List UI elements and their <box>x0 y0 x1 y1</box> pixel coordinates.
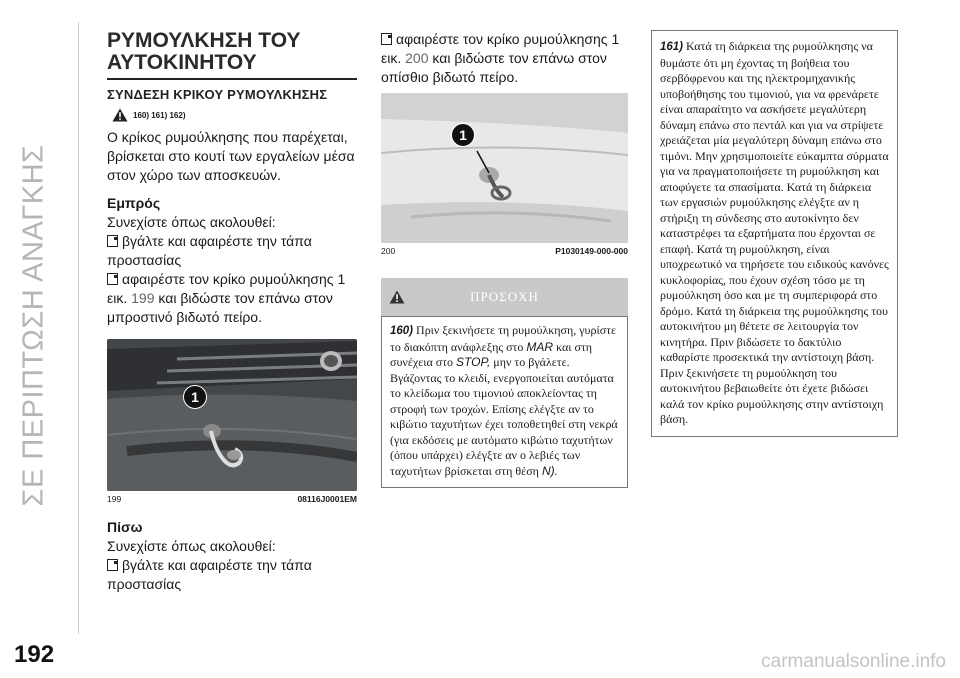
step-checkbox-icon <box>107 235 118 247</box>
rear-step-1: βγάλτε και αφαιρέστε την τάπα προστασίας <box>107 557 312 592</box>
step-checkbox-icon <box>107 559 118 571</box>
figure-ref: 200 <box>405 50 429 66</box>
warning-triangle-icon <box>112 108 128 122</box>
figure-ref: 199 <box>131 290 155 306</box>
warning-references <box>112 108 357 122</box>
figure-code: 08116J0001EM <box>297 494 357 504</box>
warning-note-160: 160) Πριν ξεκινήσετε τη ρυμούλκηση, γυρίστε το διακόπτη ανάφλεξης στο MAR και στη συνέχεια στο STOP, μην το βγάλετε. Βγάζοντας το κλειδί, ενεργοποιείται αυτόματα το κλείδωμα του τιμονιού αποκλείοντας τη στροφή των τροχών. Επίσης ελέγξτε αν το κιβώτιο ταχυτήτων έχει τοποθετηθεί στη νεκρά (για εκδόσεις με αυτόματο κιβώτιο ταχυτήτων (όπου υπάρχει) ελέγξτε αν ο λεβιές των ταχυτήτων βρίσκεται στη θέση N). <box>381 316 628 488</box>
figure-code: P1030149-000-000 <box>555 246 628 256</box>
figure-callout-1: 1 <box>451 123 475 147</box>
warning-title: ΠΡΟΣΟΧΗ <box>470 289 539 304</box>
column-3 <box>651 30 898 437</box>
intro-paragraph: Ο κρίκος ρυμούλκησης που παρέχεται, βρίσκεται στο κουτί των εργαλείων μέσα στον χώρο των αποσκευών. <box>107 129 355 183</box>
rear-lead: Συνεχίστε όπως ακολουθεί: <box>107 538 276 554</box>
rear-bumper-illustration <box>381 93 628 243</box>
refs-text: 160) 161) 162) <box>133 110 186 120</box>
column-2 <box>381 30 628 488</box>
front-heading: Εμπρός <box>107 195 161 211</box>
rear-heading: Πίσω <box>107 519 143 535</box>
warning-note-161: 161) Κατά τη διάρκεια της ρυμούλκησης να θυμάστε ότι μη έχοντας τη βοήθεια του σερβόφρενου και της ηλεκτρομηχανικής υποβοήθησης του τιμονιού, για να φρενάρετε είναι απαραίτητο να ασκήσετε μεγαλύτερη δύναμη επάνω στο πεντάλ και για να στρίψετε χρειάζεται μία μεγαλύτερη δύναμη επάνω στο τιμόνι. Μην χρησιμοποιείτε εύκαμπτα σύρματα για να πραγματοποιήσετε τη ρυμούλκηση και αποφύγετε τα σπασίματα. Κατά τη διάρκεια των εργασιών ρυμούλκησης ελέγξτε αν η στήριξη τη σύνδεσης στο αυτοκίνητο δεν καταστρέφει τα εξαρτήματα που έρχονται σε επαφή. Κατά τη ρυμούλκηση, είναι υποχρεωτικό να τηρήσετε του ειδικούς κανόνες κυκλοφορίας, που έχουν σχέση τόσο με τη ρυμούλκηση όσο και με τη συμπεριφορά στο δρόμο. Κατά τη διάρκεια της ρυμούλκησης του αυτοκινήτου μη θέτετε σε λειτουργία τον κινητήρα. Πριν βιδώσετε το δακτύλιο καθαρίστε προσεκτικά την αντίστοιχη βάση. Πριν ξεκινήσετε τη ρυμούλκηση του αυτοκινήτου βεβαιωθείτε ότι έχετε βιδώσει καλά τον κρίκο ρυμούλκησης στην αντίστοιχη βάση. <box>651 30 898 437</box>
margin-divider <box>78 22 79 634</box>
page-title: ΡΥΜΟΥΛΚΗΣΗ ΤΟΥ ΑΥΤΟΚΙΝΗΤΟΥ <box>107 29 301 74</box>
warning-header <box>381 278 628 316</box>
section-subtitle: ΣΥΝΔΕΣΗ ΚΡΙΚΟΥ ΡΥΜΟΥΛΚΗΣΗΣ <box>107 87 328 102</box>
page-number: 192 <box>14 641 55 668</box>
title-rule <box>107 78 357 80</box>
figure-number: 199 <box>107 494 122 504</box>
front-step-1: βγάλτε και αφαιρέστε την τάπα προστασίας <box>107 233 312 268</box>
front-lead: Συνεχίστε όπως ακολουθεί: <box>107 214 276 230</box>
rear-step-2: αφαιρέστε τον κρίκο ρυμούλκησης 1 εικ. 200 και βιδώστε τον επάνω στον οπίσθιο βιδωτό πείρο. <box>381 31 620 85</box>
figure-199-caption <box>107 494 357 504</box>
front-step-2: αφαιρέστε τον κρίκο ρυμούλκησης 1 εικ. 199 και βιδώστε τον επάνω στον μπροστινό βιδωτό πείρο. <box>107 271 346 325</box>
step-checkbox-icon <box>381 33 392 45</box>
warning-triangle-icon <box>389 290 405 304</box>
column-1 <box>107 30 357 594</box>
figure-callout-1: 1 <box>183 385 207 409</box>
step-checkbox-icon <box>107 273 118 285</box>
figure-number: 200 <box>381 246 396 256</box>
figure-199-front-tow-hook <box>107 339 357 491</box>
section-side-title: ΣΕ ΠΕΡΙΠΤΩΣΗ ΑΝΑΓΚΗΣ <box>17 144 50 506</box>
figure-200-caption <box>381 246 628 256</box>
front-bumper-illustration <box>107 339 357 491</box>
note-label: 160) <box>390 325 414 337</box>
site-watermark: carmanualsonline.info <box>761 651 946 672</box>
note-label: 161) <box>660 41 684 53</box>
figure-200-rear-tow-hook <box>381 93 628 243</box>
